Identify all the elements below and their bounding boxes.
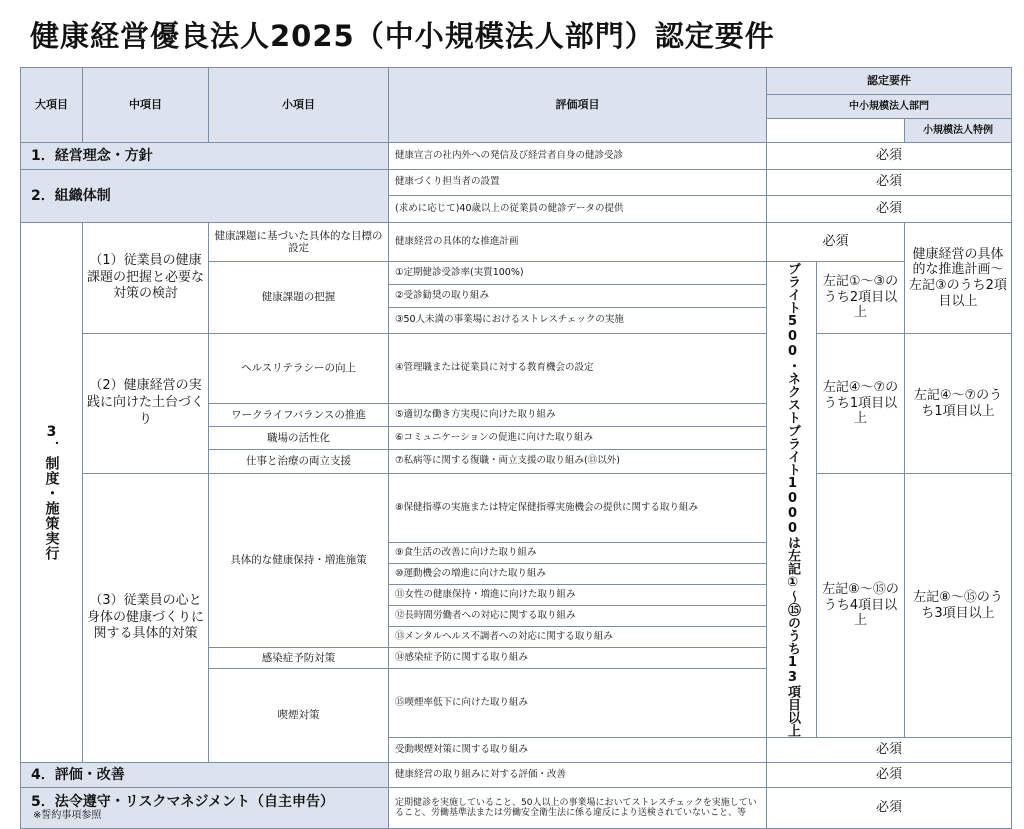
eval-8: ⑧保健指導の実施または特定保健指導実施機会の提供に関する取り組み — [389, 474, 767, 543]
special-req-3: 左記⑧〜⑮のうち3項目以上 — [905, 474, 1012, 738]
special-req-2: 左記④〜⑦のうち1項目以上 — [905, 334, 1012, 474]
middle-1: （1）従業員の健康課題の把握と必要な対策の検討 — [83, 223, 209, 334]
req-2: 左記④〜⑦のうち1項目以上 — [817, 334, 905, 474]
header-middle: 中項目 — [83, 68, 209, 143]
eval-9: ⑨食生活の改善に向けた取り組み — [389, 543, 767, 564]
section-2: 2．組織体制 — [21, 170, 389, 223]
req-must: 必須 — [767, 763, 1012, 788]
header-eval: 評価項目 — [389, 68, 767, 143]
eval-11: ⑪女性の健康保持・増進に向けた取り組み — [389, 585, 767, 606]
section-5 — [21, 788, 389, 829]
eval-13: ⑬メンタルヘルス不調者への対応に関する取り組み — [389, 627, 767, 648]
header-small-special: 小規模法人特例 — [905, 119, 1012, 143]
eval-plan: 健康経営の具体的な推進計画 — [389, 223, 767, 262]
section-3-label: 3．制度・施策実行 — [43, 424, 60, 561]
minor-issue: 健康課題の把握 — [209, 262, 389, 334]
bright-req — [767, 262, 817, 738]
eval-s2b: (求めに応じて)40歳以上の従業員の健診データの提供 — [389, 196, 767, 223]
section-4: 4．評価・改善 — [21, 763, 389, 788]
eval-6: ⑥コミュニケーションの促進に向けた取り組み — [389, 427, 767, 450]
section-5-label: 5．法令遵守・リスクマネジメント（自主申告） — [31, 794, 335, 811]
middle-2: （2）健康経営の実践に向けた土台づくり — [83, 334, 209, 474]
section-5-note: ※誓約事項参照 — [33, 810, 102, 822]
eval-7: ⑦私病等に関する復職・両立支援の取り組み(⑬以外) — [389, 450, 767, 474]
header-blank — [767, 119, 905, 143]
minor-health-measures: 具体的な健康保持・増進施策 — [209, 474, 389, 648]
requirements-table — [20, 67, 1012, 829]
special-req-1: 健康経営の具体的な推進計画〜左記③のうち2項目以上 — [905, 223, 1012, 334]
middle-3: （3）従業員の心と身体の健康づくりに関する具体的対策 — [83, 474, 209, 763]
page-title: 健康経営優良法人2025（中小規模法人部門）認定要件 — [30, 19, 775, 53]
eval-10: ⑩運動機会の増進に向けた取り組み — [389, 564, 767, 585]
eval-s4: 健康経営の取り組みに対する評価・改善 — [389, 763, 767, 788]
eval-2: ②受診勧奨の取り組み — [389, 285, 767, 308]
eval-s5: 定期健診を実施していること、50人以上の事業場においてストレスチェックを実施していること、労働基準法または労働安全衛生法に係る違反により送検されていないこと、等 — [389, 788, 767, 829]
req-must: 必須 — [767, 196, 1012, 223]
eval-14: ⑭感染症予防に関する取り組み — [389, 648, 767, 669]
eval-1: ①定期健診受診率(実質100%) — [389, 262, 767, 285]
minor-wlb: ワークライフバランスの推進 — [209, 404, 389, 427]
minor-goal: 健康課題に基づいた具体的な目標の設定 — [209, 223, 389, 262]
bright-req-label: ブライト500・ネクストブライト1000は左記①〜⑮のうち13項目以上 — [784, 262, 800, 737]
eval-3: ③50人未満の事業場におけるストレスチェックの実施 — [389, 308, 767, 334]
eval-5: ⑤適切な働き方実現に向けた取り組み — [389, 404, 767, 427]
req-must: 必須 — [767, 223, 905, 262]
req-must: 必須 — [767, 143, 1012, 170]
minor-smoking: 喫煙対策 — [209, 669, 389, 763]
header-minor: 小項目 — [209, 68, 389, 143]
section-1: 1．経営理念・方針 — [21, 143, 389, 170]
minor-workplace: 職場の活性化 — [209, 427, 389, 450]
req-must: 必須 — [767, 738, 1012, 763]
header-major: 大項目 — [21, 68, 83, 143]
req-must: 必須 — [767, 170, 1012, 196]
header-sme-division: 中小規模法人部門 — [767, 95, 1012, 119]
req-1: 左記①〜③のうち2項目以上 — [817, 262, 905, 334]
section-3 — [21, 223, 83, 763]
eval-12: ⑫長時間労働者への対応に関する取り組み — [389, 606, 767, 627]
eval-s1: 健康宣言の社内外への発信及び経営者自身の健診受診 — [389, 143, 767, 170]
req-must: 必須 — [767, 788, 1012, 829]
minor-literacy: ヘルスリテラシーの向上 — [209, 334, 389, 404]
minor-infection: 感染症予防対策 — [209, 648, 389, 669]
minor-treatment: 仕事と治療の両立支援 — [209, 450, 389, 474]
req-3: 左記⑧〜⑮のうち4項目以上 — [817, 474, 905, 738]
eval-s2a: 健康づくり担当者の設置 — [389, 170, 767, 196]
eval-15: ⑮喫煙率低下に向けた取り組み — [389, 669, 767, 738]
eval-4: ④管理職または従業員に対する教育機会の設定 — [389, 334, 767, 404]
header-requirement: 認定要件 — [767, 68, 1012, 95]
eval-16: 受動喫煙対策に関する取り組み — [389, 738, 767, 763]
